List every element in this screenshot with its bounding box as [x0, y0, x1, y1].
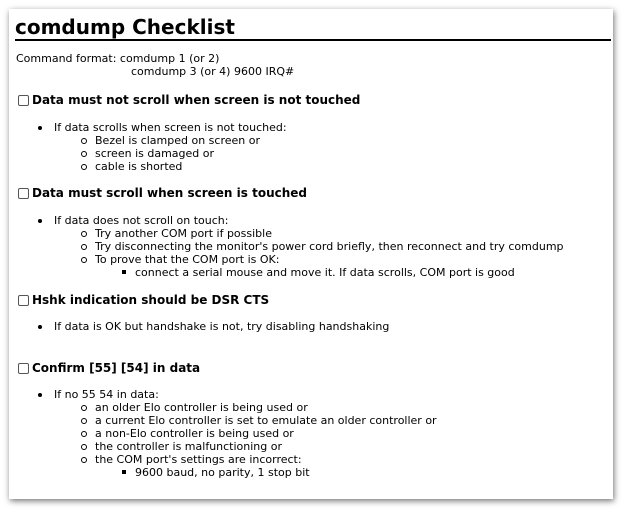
list-item: connect a serial mouse and move it. If data scrolls, COM port is good [135, 266, 515, 279]
checkbox-confirm-55-54[interactable] [18, 363, 29, 374]
section-scroll-on-touch [18, 186, 307, 200]
list-item: a non-Elo controller is being used or [95, 427, 437, 440]
sublist-confirm-55-54 [95, 401, 437, 466]
list-item: a current Elo controller is set to emulate an older controller or [95, 414, 437, 427]
list-item: the controller is malfunctioning or [95, 440, 437, 453]
checkbox-scroll-on-touch[interactable] [18, 188, 29, 199]
list-scroll-on-touch [54, 214, 228, 227]
list-item: If data scrolls when screen is not touched: [54, 121, 287, 134]
section-heading: Confirm [55] [54] in data [32, 361, 201, 375]
subsublist-scroll-on-touch [135, 266, 515, 279]
checklist-page [9, 9, 613, 499]
command-format-line1: Command format: comdump 1 (or 2) [16, 52, 220, 65]
list-no-scroll [54, 121, 287, 134]
list-item: Bezel is clamped on screen or [95, 134, 260, 147]
list-item: Try another COM port if possible [95, 227, 564, 240]
list-item: an older Elo controller is being used or [95, 401, 437, 414]
list-item: 9600 baud, no parity, 1 stop bit [135, 466, 310, 479]
sublist-scroll-on-touch [95, 227, 564, 266]
section-heading: Hshk indication should be DSR CTS [32, 293, 270, 307]
list-handshake [54, 320, 389, 333]
section-handshake [18, 293, 269, 307]
list-item: To prove that the COM port is OK: [95, 253, 564, 266]
sublist-no-scroll [95, 134, 260, 173]
section-no-scroll [18, 93, 360, 107]
checkbox-handshake[interactable] [18, 295, 29, 306]
section-heading: Data must not scroll when screen is not touched [32, 93, 361, 107]
list-confirm-55-54 [54, 388, 159, 401]
list-item: the COM port's settings are incorrect: [95, 453, 437, 466]
checkbox-no-scroll[interactable] [18, 95, 29, 106]
title-underline [15, 39, 611, 41]
list-item: If no 55 54 in data: [54, 388, 159, 401]
subsublist-confirm-55-54 [135, 466, 310, 479]
page-title: comdump Checklist [15, 15, 235, 39]
list-item: cable is shorted [95, 160, 260, 173]
section-confirm-55-54 [18, 361, 200, 375]
list-item: If data is OK but handshake is not, try disabling handshaking [54, 320, 390, 333]
section-heading: Data must scroll when screen is touched [32, 186, 307, 200]
command-format-line2: comdump 3 (or 4) 9600 IRQ# [131, 65, 295, 78]
list-item: If data does not scroll on touch: [54, 214, 229, 227]
list-item: screen is damaged or [95, 147, 260, 160]
list-item: Try disconnecting the monitor's power cord briefly, then reconnect and try comdump [95, 240, 564, 253]
